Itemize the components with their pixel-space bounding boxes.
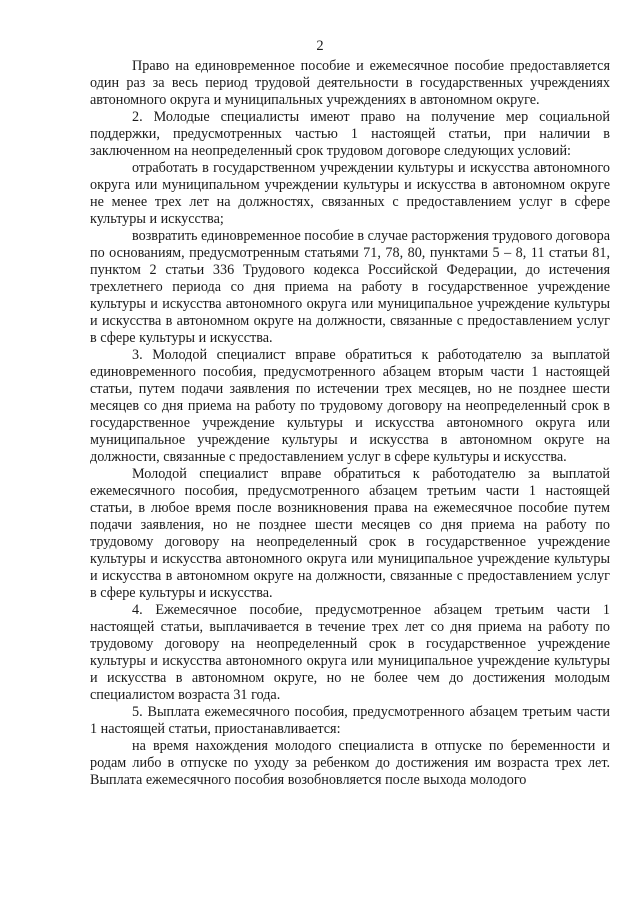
paragraph-section-5: 5. Выплата ежемесячного пособия, предусмотренного абзацем третьим части 1 настоящей статьи, приостанавливается: xyxy=(90,704,610,737)
paragraph-condition-return: возвратить единовременное пособие в случае расторжения трудового договора по основаниям, предусмотренным статьями 71, 78, 80, пунктами 5 – 8, 11 статьи 81, пунктом 2 статьи 336 Трудового кодекса Российской Федерации, до истечения трехлетнего периода со дня приема на работу в государственное учреждение культуры и искусства автономного округа или муниципальное учреждение культуры и искусства в автономном округе на должности, связанные с предоставлением услуг в сфере культуры и искусства. xyxy=(90,228,610,346)
paragraph-entitlement-once: Право на единовременное пособие и ежемесячное пособие предоставляется один раз за весь период трудовой деятельности в государственных учреждениях автономного округа и муниципальных учреждениях в автономном округе. xyxy=(90,58,610,108)
paragraph-suspension-maternity: на время нахождения молодого специалиста в отпуске по беременности и родам либо в отпуске по уходу за ребенком до достижения им возраста трех лет. Выплата ежемесячного пособия возобновляется после выхода молодого xyxy=(90,738,610,788)
page-number: 2 xyxy=(316,38,324,54)
paragraph-condition-work: отработать в государственном учреждении культуры и искусства автономного округа или муниципальном учреждении культуры и искусства в автономном округе не менее трех лет на должностях, связанных с предоставлением услуг в сфере культуры и искусства; xyxy=(90,160,610,227)
document-body xyxy=(90,58,610,789)
paragraph-section-2: 2. Молодые специалисты имеют право на получение мер социальной поддержки, предусмотренных частью 1 настоящей статьи, при наличии в заключенном на неопределенный срок трудовом договоре следующих условий: xyxy=(90,109,610,159)
paragraph-section-3: 3. Молодой специалист вправе обратиться к работодателю за выплатой единовременного пособия, предусмотренного абзацем вторым части 1 настоящей статьи, путем подачи заявления по истечении трех месяцев, но не позднее шести месяцев со дня приема на работу по трудовому договору на неопределенный срок в государственное учреждение культуры и искусства автономного округа или муниципальное учреждение культуры и искусства в автономном округе на должности, связанные с предоставлением услуг в сфере культуры и искусства. xyxy=(90,347,610,465)
paragraph-section-4: 4. Ежемесячное пособие, предусмотренное абзацем третьим части 1 настоящей статьи, выплачивается в течение трех лет со дня приема на работу по трудовому договору на неопределенный срок в государственное учреждение культуры и искусства автономного округа или муниципальное учреждение культуры и искусства в автономном округе, но не более чем до достижения молодым специалистом возраста 31 года. xyxy=(90,602,610,703)
paragraph-monthly-request: Молодой специалист вправе обратиться к работодателю за выплатой ежемесячного пособия, предусмотренного абзацем третьим части 1 настоящей статьи, в любое время после возникновения права на ежемесячное пособие путем подачи заявления, но не позднее шести месяцев со дня приема на работу по трудовому договору на неопределенный срок в государственное учреждение культуры и искусства автономного округа или муниципальное учреждение культуры и искусства в автономном округе на должности, связанные с предоставлением услуг в сфере культуры и искусства. xyxy=(90,466,610,601)
